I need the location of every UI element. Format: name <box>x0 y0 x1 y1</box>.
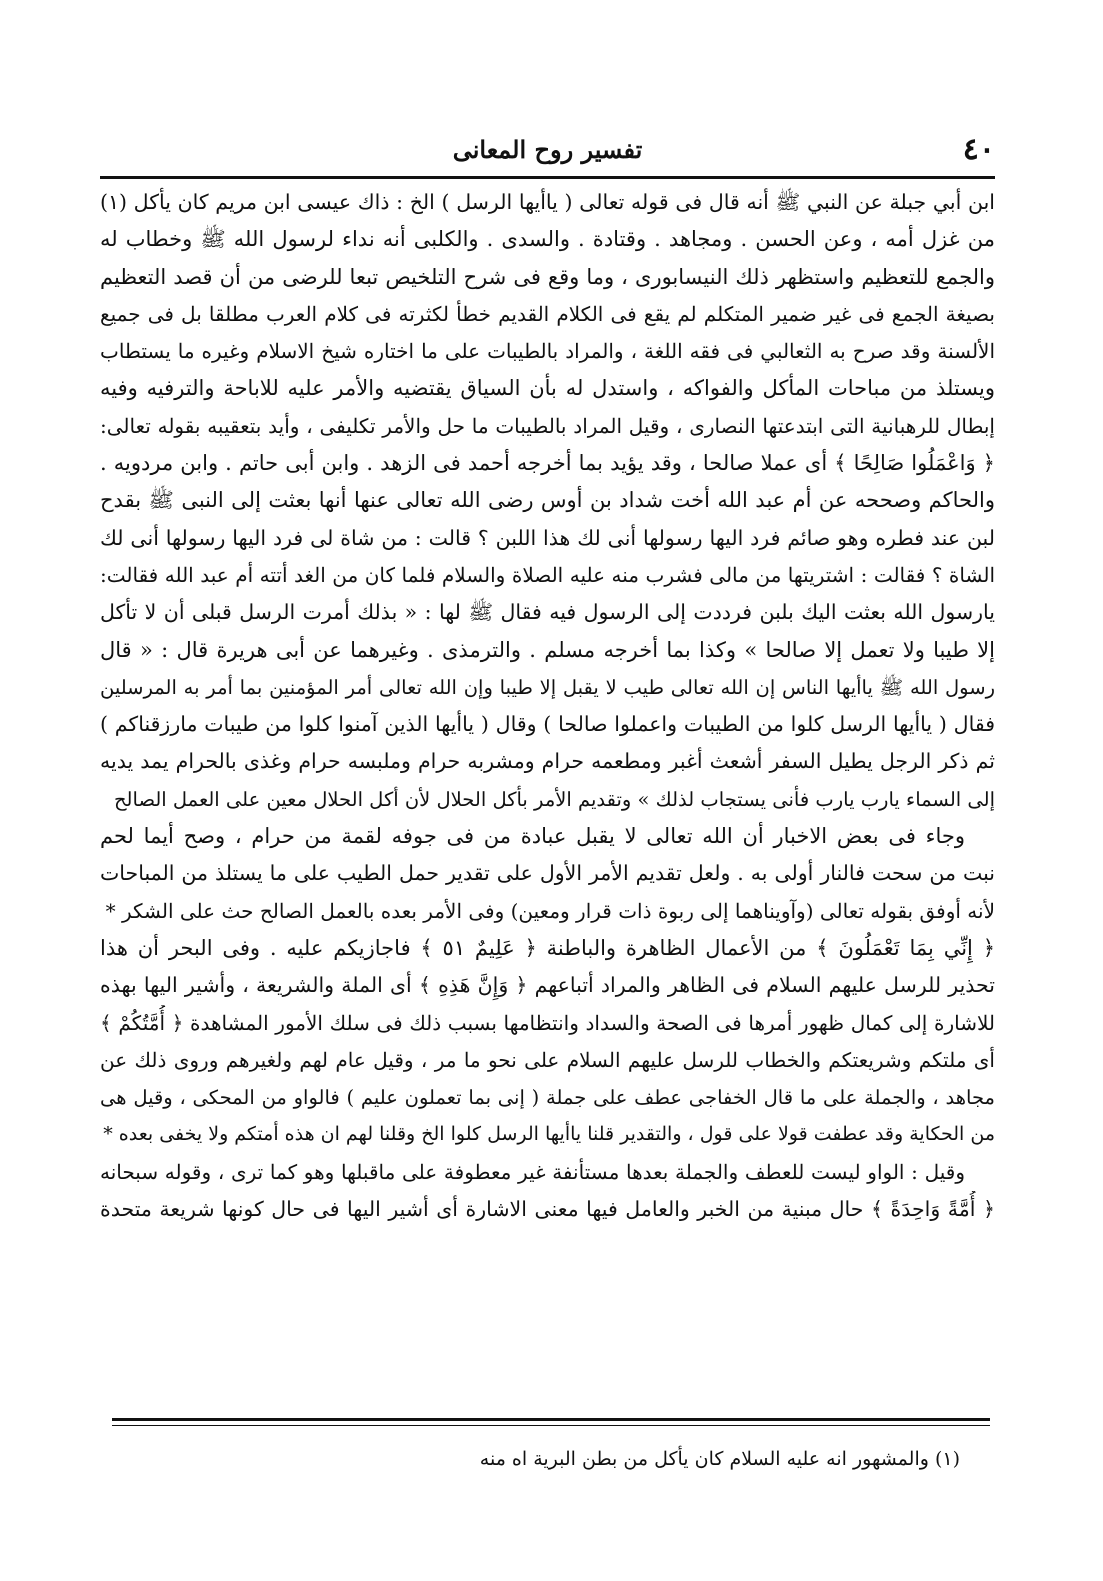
footnote-rule-thin <box>112 1425 990 1426</box>
text-line: للاشارة إلى كمال ظهور أمرها فى الصحة والسداد وانتظامها بسبب ذلك فى سلك الأمور المشاهدة ﴿ أُمَّتُكُمْ ﴾ <box>100 1010 995 1035</box>
text-line: إلا طيبا ولا تعمل إلا صالحا » وكذا بما أخرجه مسلم . والترمذى . وغيرهما عن أبى هريرة قال : « قال <box>100 637 995 662</box>
text-line: الشاة ؟ فقالت : اشتريتها من مالى فشرب منه عليه الصلاة والسلام فلما كان من الغد أتته أم عبد الله فقالت: <box>100 562 995 587</box>
page-header <box>100 128 995 172</box>
text-line: ابن أبي جبلة عن النبي ﷺ أنه قال فى قوله تعالى ( ياأيها الرسل ) الخ : ذاك عيسى ابن مريم كان يأكل (١) <box>100 190 995 214</box>
text-line: من غزل أمه ، وعن الحسن . ومجاهد . وقتادة . والسدى . والكلبى أنه نداء لرسول الله ﷺ وخطاب له <box>100 227 995 252</box>
text-line: ﴿ وَاعْمَلُوا صَالِحًا ﴾ أى عملا صالحا ، وقد يؤيد بما أخرجه أحمد فى الزهد . وابن أبى حاتم . وابن مردويه . <box>100 451 995 476</box>
text-line: رسول الله ﷺ ياأيها الناس إن الله تعالى طيب لا يقبل إلا طيبا وإن الله تعالى أمر المؤمنين بما أمر به المرسلين <box>100 675 995 699</box>
text-line: بصيغة الجمع فى غير ضمير المتكلم لم يقع فى الكلام القديم خطأ لكثرته فى كلام العرب مطلقا بل فى جميع <box>100 301 995 326</box>
text-line: إلى السماء يارب يارب فأنى يستجاب لذلك » وتقديم الأمر بأكل الحلال لأن أكل الحلال معين على العمل الصالح <box>113 787 995 811</box>
text-line: من الحكاية وقد عطفت قولا على قول ، والتقدير قلنا ياأيها الرسل كلوا الخ وقلنا لهم ان هذه أمتكم ولا يخفى بعده * <box>103 1123 995 1146</box>
text-line: تحذير للرسل عليهم السلام فى الظاهر والمراد أتباعهم ﴿ وَإِنَّ هَذِهِ ﴾ أى الملة والشريعة ، وأشير اليها بهذه <box>100 973 995 998</box>
footnote: (١) والمشهور انه عليه السلام كان يأكل من بطن البرية اه منه <box>479 1448 960 1470</box>
running-title: تفسير روح المعانى <box>452 135 643 164</box>
text-line: الألسنة وقد صرح به الثعالبي فى فقه اللغة ، والمراد بالطيبات على ما اختاره شيخ الاسلام وغيره ما يستطاب <box>100 339 995 364</box>
text-line: فقال ( ياأيها الرسل كلوا من الطيبات واعملوا صالحا ) وقال ( ياأيها الذين آمنوا كلوا من طيبات مارزقناكم ) <box>100 712 995 737</box>
footnote-rule <box>112 1418 990 1421</box>
header-rule <box>100 176 995 179</box>
text-line: ﴿ إِنِّي بِمَا تَعْمَلُونَ ﴾ من الأعمال الظاهرة والباطنة ﴿ عَلِيمٌ ٥١ ﴾ فاجازيكم عليه . وفى البحر أن هذا <box>100 935 995 960</box>
text-line: نبت من سحت فالنار أولى به . ولعل تقديم الأمر الأول على تقدير حمل الطيب على ما يستلذ من المباحات <box>100 861 995 886</box>
text-line: ﴿ أُمَّةً وَاحِدَةً ﴾ حال مبنية من الخبر والعامل فيها معنى الاشارة أى أشير اليها فى حال كونها شريعة متحدة <box>100 1197 995 1222</box>
text-line: أى ملتكم وشريعتكم والخطاب للرسل عليهم السلام على نحو ما مر ، وقيل عام لهم ولغيرهم وروى ذلك عن <box>100 1047 995 1072</box>
page-number: ٤٠ <box>962 132 995 167</box>
body-text <box>100 184 995 1228</box>
text-line: يارسول الله بعثت اليك بلبن فرددت إلى الرسول فيه فقال ﷺ لها : « بذلك أمرت الرسل قبلى أن لا تأكل <box>100 600 995 625</box>
text-line: والحاكم وصححه عن أم عبد الله أخت شداد بن أوس رضى الله تعالى عنها أنها بعثت إلى النبى ﷺ بقدح <box>100 488 995 513</box>
text-line: إبطال للرهبانية التى ابتدعتها النصارى ، وقيل المراد بالطيبات ما حل والأمر تكليفى ، وأيد بتعقيبه بقوله تعالى: <box>100 413 995 438</box>
text-line: ثم ذكر الرجل يطيل السفر أشعث أغبر ومطعمه حرام ومشربه حرام وملبسه حرام وغذى بالحرام يمد يديه <box>100 749 995 774</box>
text-line: وقيل : الواو ليست للعطف والجملة بعدها مستأنفة غير معطوفة على ماقبلها وهو كما ترى ، وقوله سبحانه <box>100 1159 965 1184</box>
text-line: وجاء فى بعض الاخبار أن الله تعالى لا يقبل عبادة من فى جوفه لقمة من حرام ، وصح أيما لحم <box>100 824 965 849</box>
text-line: لبن عند فطره وهو صائم فرد اليها رسولها أنى لك هذا اللبن ؟ قالت : من شاة لى فرد اليها رسولها أنى لك <box>100 525 995 550</box>
text-line: مجاهد ، والجملة على ما قال الخفاجى عطف على جملة ( إنى بما تعملون عليم ) فالواو من المحكى ، وقيل هى <box>100 1086 995 1110</box>
text-line: ويستلذ من مباحات المأكل والفواكه ، واستدل له بأن السياق يقتضيه والأمر عليه للاباحة والترفيه وفيه <box>100 376 995 401</box>
text-line: والجمع للتعظيم واستظهر ذلك النيسابورى ، وما وقع فى شرح التلخيص تبعا للرضى من أن قصد التعظيم <box>100 264 995 289</box>
text-line: لأنه أوفق بقوله تعالى (وآويناهما إلى ربوة ذات قرار ومعين) وفى الأمر بعده بالعمل الصالح حث على الشكر * <box>105 898 995 923</box>
